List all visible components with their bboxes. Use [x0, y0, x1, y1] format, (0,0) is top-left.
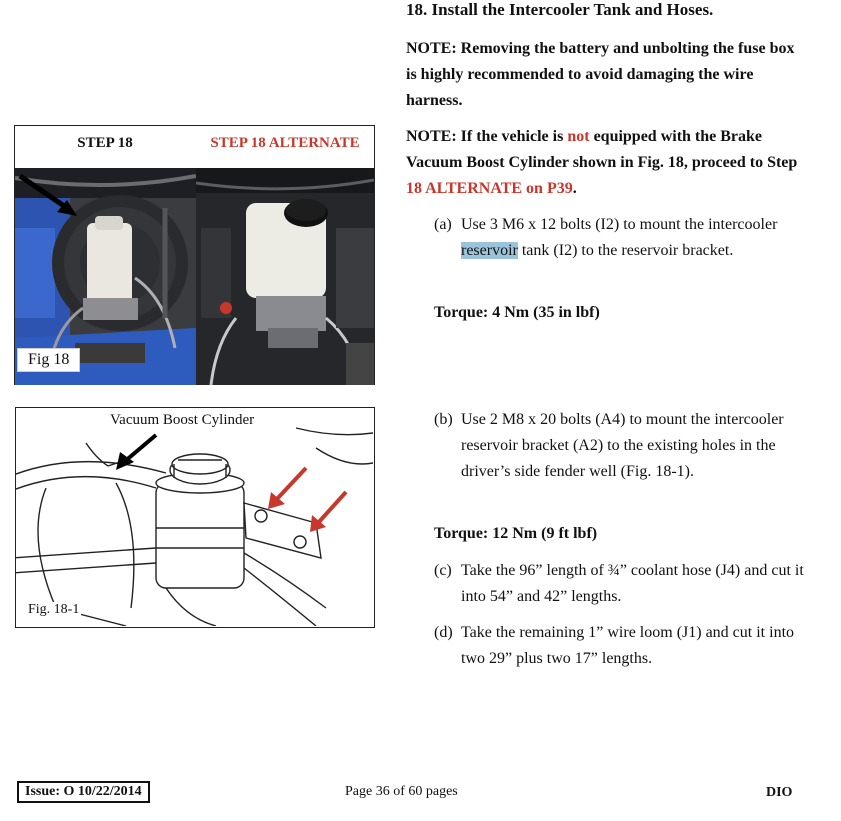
step-d-letter: (d)	[434, 624, 453, 641]
fig18-header-alternate: STEP 18 ALTERNATE	[210, 135, 360, 151]
bolt-arrow-1	[268, 468, 306, 509]
figure-18-1	[15, 407, 375, 628]
step-c	[434, 558, 814, 612]
engine-bay-alternate-photo	[196, 168, 374, 385]
fender-well-line-drawing	[16, 408, 373, 626]
step-b	[434, 407, 814, 517]
bolt-arrow-2	[310, 492, 346, 532]
step-a	[434, 212, 814, 292]
note-battery: NOTE: Removing the battery and unbolting the fuse box is highly recommended to avoid damaging the wire harness.	[406, 40, 795, 109]
step-a-after: tank (I2) to the reservoir bracket.	[517, 242, 734, 259]
step-b-text: Use 2 M8 x 20 bolts (A4) to mount the intercooler reservoir bracket (A2) to the existing holes in the driver’s side fender well (Fig. 18-1).	[461, 411, 784, 480]
step-c-letter: (c)	[434, 562, 452, 579]
document-code: DIO	[766, 785, 793, 800]
vacuum-cylinder-arrow	[116, 435, 156, 470]
fig18-photo-left	[15, 168, 196, 385]
fig18-header-step18: STEP 18	[77, 135, 133, 151]
vacuum-boost-cylinder-callout: Vacuum Boost Cylinder	[110, 412, 255, 428]
step-alternate-link[interactable]: 18 ALTERNATE on P39	[406, 180, 573, 197]
note2-part1: NOTE: If the vehicle is	[406, 128, 568, 145]
selected-text-highlight[interactable]: reservoir	[461, 242, 518, 259]
figure-18	[14, 125, 375, 385]
issue-date-box: Issue: O 10/22/2014	[17, 781, 150, 803]
step-b-letter: (b)	[434, 411, 453, 428]
note2-end: .	[572, 180, 577, 197]
page-number: Page 36 of 60 pages	[345, 784, 458, 799]
step-a-letter: (a)	[434, 216, 452, 233]
step-d	[434, 620, 814, 674]
torque-spec-b: Torque: 12 Nm (9 ft lbf)	[434, 525, 598, 542]
fig18-label: Fig 18	[17, 348, 80, 372]
note-vacuum-cylinder	[406, 124, 806, 202]
fig18-1-label: Fig. 18-1	[28, 602, 80, 617]
step-d-text: Take the remaining 1” wire loom (J1) and cut it into two 29” plus two 17” lengths.	[461, 624, 795, 667]
fig18-photo-right	[196, 168, 374, 385]
note2-part2: equipped with the Brake Vacuum Boost Cylinder shown in Fig. 18, proceed to Step	[406, 128, 798, 171]
step-a-text	[461, 212, 806, 264]
step-a-before: Use 3 M6 x 12 bolts (I2) to mount the intercooler	[461, 216, 778, 233]
step-c-text: Take the 96” length of ¾” coolant hose (J4) and cut it into 54” and 42” lengths.	[461, 562, 804, 605]
torque-spec-a: Torque: 4 Nm (35 in lbf)	[434, 304, 600, 321]
page-title: 18. Install the Intercooler Tank and Hoses.	[406, 0, 714, 19]
note2-not: not	[567, 128, 590, 145]
